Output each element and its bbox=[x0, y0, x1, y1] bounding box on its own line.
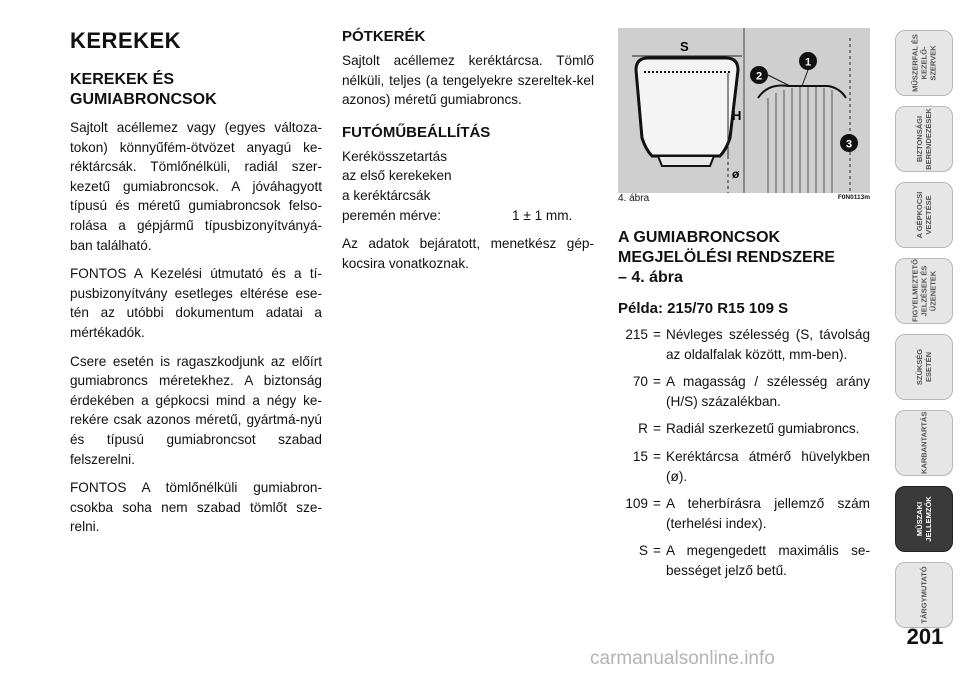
definition-eq: = bbox=[653, 327, 661, 342]
example-heading: Példa: 215/70 R15 109 S bbox=[618, 300, 789, 317]
definition-eq: = bbox=[653, 496, 661, 512]
callout-1-label: 1 bbox=[804, 56, 812, 69]
tab-index[interactable] bbox=[895, 562, 953, 628]
tab-maintenance[interactable] bbox=[895, 410, 953, 476]
tab-dashboard-controls[interactable] bbox=[895, 30, 953, 96]
watermark: carmanualsonline.info bbox=[590, 648, 775, 669]
paragraph-2: FONTOS A Kezelési útmutató és a tí-pusbizonyítvány esetleges eltérése ese-tén az utóbbi dokumentum adatai a mértékadók. bbox=[70, 266, 322, 340]
definition-row bbox=[618, 325, 870, 364]
definition-eq: = bbox=[653, 374, 661, 390]
callout-2-label: 2 bbox=[755, 70, 763, 83]
page-title: KEREKEK bbox=[70, 28, 182, 53]
alignment-line-1: Kerékösszetartás bbox=[342, 148, 448, 164]
alignment-line-4: peremén mérve: bbox=[342, 207, 441, 223]
section-title-line-1: KEREKEK ÉS bbox=[70, 71, 175, 88]
definition-value: Radiál szerkezetű gumiabroncs. bbox=[666, 421, 860, 437]
column-right bbox=[618, 28, 870, 589]
note-text: Az adatok bejáratott, menetkész gép-kocsira vonatkoznak. bbox=[342, 236, 594, 271]
column-middle bbox=[342, 28, 594, 282]
alignment-line-2: az első kerekeken bbox=[342, 168, 452, 184]
marking-title-line-1: A GUMIABRONCSOK bbox=[618, 229, 781, 246]
definition-value: Névleges szélesség (S, távolság az oldalfalak között, mm-ben). bbox=[666, 327, 870, 362]
spare-wheel-title: PÓTKERÉK bbox=[342, 28, 426, 45]
chapter-tabs bbox=[895, 30, 953, 638]
figure-caption: 4. ábra bbox=[618, 193, 650, 204]
marking-title-line-2: MEGJELÖLÉSI RENDSZERE bbox=[618, 249, 835, 266]
tab-label: FIGYELMEZTETŐ JELZÉSEK ÉS ÜZENETEK bbox=[910, 259, 938, 322]
alignment-value: 1 ± 1 mm. bbox=[512, 207, 573, 223]
definition-value: A teherbírásra jellemző szám (terhelési index). bbox=[666, 496, 870, 531]
tab-label: SZÜKSÉG ESETÉN bbox=[915, 348, 933, 386]
definition-eq: = bbox=[653, 543, 661, 559]
tab-label: A GÉPKOCSI VEZETÉSE bbox=[915, 191, 933, 239]
marking-title bbox=[618, 228, 870, 288]
tab-label: MŰSZAKI JELLEMZŐK bbox=[915, 496, 933, 542]
definition-value: Keréktárcsa átmérő hüvelykben (ø). bbox=[666, 448, 870, 484]
tab-label: MŰSZERFAL ÉS KEZELŐ-SZERVEK bbox=[910, 34, 938, 92]
alignment-spec bbox=[342, 147, 594, 225]
definition-row bbox=[618, 447, 870, 486]
alignment-title: FUTÓMŰBEÁLLÍTÁS bbox=[342, 123, 491, 141]
definition-key: S bbox=[638, 543, 648, 559]
diameter-label: ø bbox=[732, 167, 740, 181]
paragraph-1: Sajtolt acéllemez vagy (egyes változa-tokon) könnyűfém-ötvözet anyagú ke-réktárcsák. Tömlőnélküli, radiál szer-kezetű gumiabroncsok. A jóváhagyott típusú és méretű gumiabroncsok felso-rolása a gépjármű típusbizonyítványá-ban található. bbox=[70, 120, 322, 253]
tab-technical-specs[interactable] bbox=[895, 486, 953, 552]
definition-value: A megengedett maximális se-bességet jelző betű. bbox=[666, 543, 870, 578]
definition-key: 15 bbox=[632, 448, 648, 464]
definition-row bbox=[618, 494, 870, 533]
tab-label: KARBANTARTÁS bbox=[919, 411, 929, 474]
column-left bbox=[70, 28, 322, 546]
dimension-s-label: S bbox=[680, 39, 689, 54]
tab-emergency[interactable] bbox=[895, 334, 953, 400]
definition-row bbox=[618, 372, 870, 411]
spare-wheel-text: Sajtolt acéllemez keréktárcsa. Tömlő nélküli, teljes (a tengelyekre szereltek-kel azonos) méretű gumiabroncs. bbox=[342, 53, 594, 108]
definition-value: A magasság / szélesség arány (H/S) százalékban. bbox=[666, 374, 870, 409]
tab-label: TÁRGYMUTATÓ bbox=[919, 566, 929, 624]
tab-safety-devices[interactable] bbox=[895, 106, 953, 172]
paragraph-3: Csere esetén is ragaszkodjunk az előírt gumiabroncs méretekhez. A biztonság érdekében a gépkocsi mind a négy ke-rekére csak azonos méretű, gyártmá-nyú és típusú gumiabroncsot szabad felszerelni. bbox=[70, 353, 322, 467]
definition-row bbox=[618, 419, 870, 439]
dimension-h-label: H bbox=[732, 108, 742, 123]
alignment-value-row bbox=[342, 206, 594, 226]
tab-driving[interactable] bbox=[895, 182, 953, 248]
page-number: 201 bbox=[906, 624, 944, 649]
section-title-line-2: GUMIABRONCSOK bbox=[70, 91, 217, 108]
paragraph-4: FONTOS A tömlőnélküli gumiabron-csokba soha nem szabad tömlőt sze-relni. bbox=[70, 480, 322, 535]
definition-key: 70 bbox=[632, 374, 648, 390]
definition-row bbox=[618, 541, 870, 580]
callout-3-label: 3 bbox=[845, 138, 853, 151]
marking-title-line-3: – 4. ábra bbox=[618, 269, 683, 286]
section-title-wheels bbox=[70, 70, 322, 110]
definition-key: R bbox=[638, 421, 648, 437]
tyre-figure bbox=[618, 28, 870, 206]
alignment-line-3: a keréktárcsák bbox=[342, 187, 431, 203]
figure-code: F0N0113m bbox=[837, 194, 870, 201]
definition-eq: = bbox=[653, 448, 661, 464]
definition-eq: = bbox=[653, 421, 661, 437]
tyre-diagram bbox=[618, 28, 870, 193]
tab-label: BIZTONSÁGI BERENDEZÉSEK bbox=[915, 108, 933, 170]
definition-key: 109 bbox=[625, 496, 648, 512]
tab-warning-lights[interactable] bbox=[895, 258, 953, 324]
definition-key: 215 bbox=[625, 327, 648, 342]
